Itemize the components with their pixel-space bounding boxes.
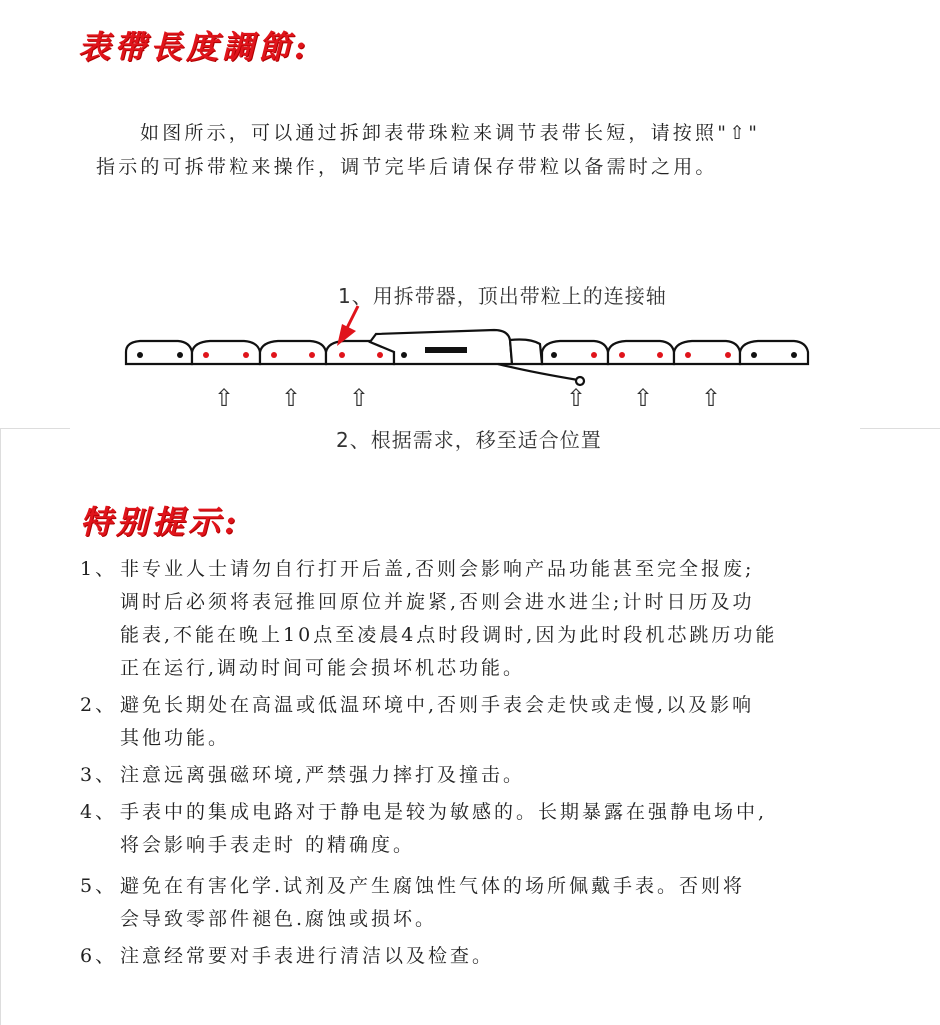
pin-red [725, 352, 731, 358]
notes-title: 特别提示: [80, 503, 240, 541]
pin-black [791, 352, 797, 358]
up-arrows [214, 384, 721, 412]
item-number: 4、 [80, 801, 118, 823]
pin-red [685, 352, 691, 358]
pin-black [137, 352, 143, 358]
pin-black [551, 352, 557, 358]
list-item [80, 940, 900, 973]
pin-red [243, 352, 249, 358]
intro-line: 如图所示，可以通过拆卸表带珠粒来调节表带长短，请按照"⇧" [140, 122, 761, 144]
item-line: 非专业人士请勿自行打开后盖,否则会影响产品功能甚至完全报废; [120, 558, 755, 580]
strap-link [608, 341, 674, 364]
item-line: 能表,不能在晚上10点至凌晨4点时段调时,因为此时段机芯跳历功能 [120, 624, 778, 646]
item-line: 将会影响手表走时 的精确度。 [120, 834, 416, 856]
pin-red [309, 352, 315, 358]
pin-black [751, 352, 757, 358]
item-line: 其他功能。 [120, 727, 231, 749]
pin-red [203, 352, 209, 358]
list-item [80, 689, 900, 755]
strap-link [192, 341, 260, 364]
list-item [80, 796, 900, 862]
up-arrow-icon: ⇧ [565, 384, 587, 412]
clasp-slot [425, 347, 467, 353]
pin-red [271, 352, 277, 358]
notes-list [80, 553, 900, 973]
item-line: 避免在有害化学.试剂及产生腐蚀性气体的场所佩戴手表。否则将 [120, 875, 746, 897]
page-title: 表帶長度調節: [78, 28, 310, 66]
divider-line [0, 428, 70, 429]
item-line: 手表中的集成电路对于静电是较为敏感的。长期暴露在强静电场中, [120, 801, 768, 823]
item-number: 3、 [80, 764, 118, 786]
pin-black [177, 352, 183, 358]
list-item [80, 870, 900, 936]
strap-link [542, 341, 608, 364]
strap-link [674, 341, 740, 364]
item-line: 正在运行,调动时间可能会损坏机芯功能。 [120, 657, 526, 679]
strap-link [126, 341, 192, 364]
divider-line [0, 428, 1, 1025]
pin-red [619, 352, 625, 358]
clasp-lower [510, 340, 542, 365]
item-line: 避免长期处在高温或低温环境中,否则手表会走快或走慢,以及影响 [120, 694, 755, 716]
item-number: 6、 [80, 945, 118, 967]
strap-diagram [0, 300, 940, 420]
divider-line [860, 428, 940, 429]
item-number: 2、 [80, 694, 118, 716]
item-line: 注意经常要对手表进行清洁以及检查。 [120, 945, 495, 967]
up-arrow-icon: ⇧ [280, 384, 302, 412]
item-number: 1、 [80, 558, 118, 580]
strap-link [260, 341, 326, 364]
clasp-lever [498, 364, 578, 380]
pin-red [657, 352, 663, 358]
pin-black [401, 352, 407, 358]
up-arrow-icon: ⇧ [348, 384, 370, 412]
item-line: 会导致零部件褪色.腐蚀或损坏。 [120, 908, 438, 930]
step-2-label: 2、根据需求，移至适合位置 [336, 428, 602, 452]
pin-red [377, 352, 383, 358]
pin-red [591, 352, 597, 358]
pin-red [339, 352, 345, 358]
up-arrow-icon: ⇧ [632, 384, 654, 412]
strap-link [740, 341, 808, 364]
step-1-label: 1、用拆带器，顶出带粒上的连接轴 [338, 284, 667, 308]
list-item [80, 553, 900, 685]
up-arrow-icon: ⇧ [213, 384, 235, 412]
list-item [80, 759, 900, 792]
up-arrow-icon: ⇧ [700, 384, 722, 412]
item-line: 注意远离强磁环境,严禁强力摔打及撞击。 [120, 764, 526, 786]
intro-paragraph [96, 116, 856, 184]
intro-line: 指示的可拆带粒来操作，调节完毕后请保存带粒以备需时之用。 [96, 156, 718, 178]
item-number: 5、 [80, 875, 118, 897]
item-line: 调时后必须将表冠推回原位并旋紧,否则会进水进尘;计时日历及功 [120, 591, 755, 613]
